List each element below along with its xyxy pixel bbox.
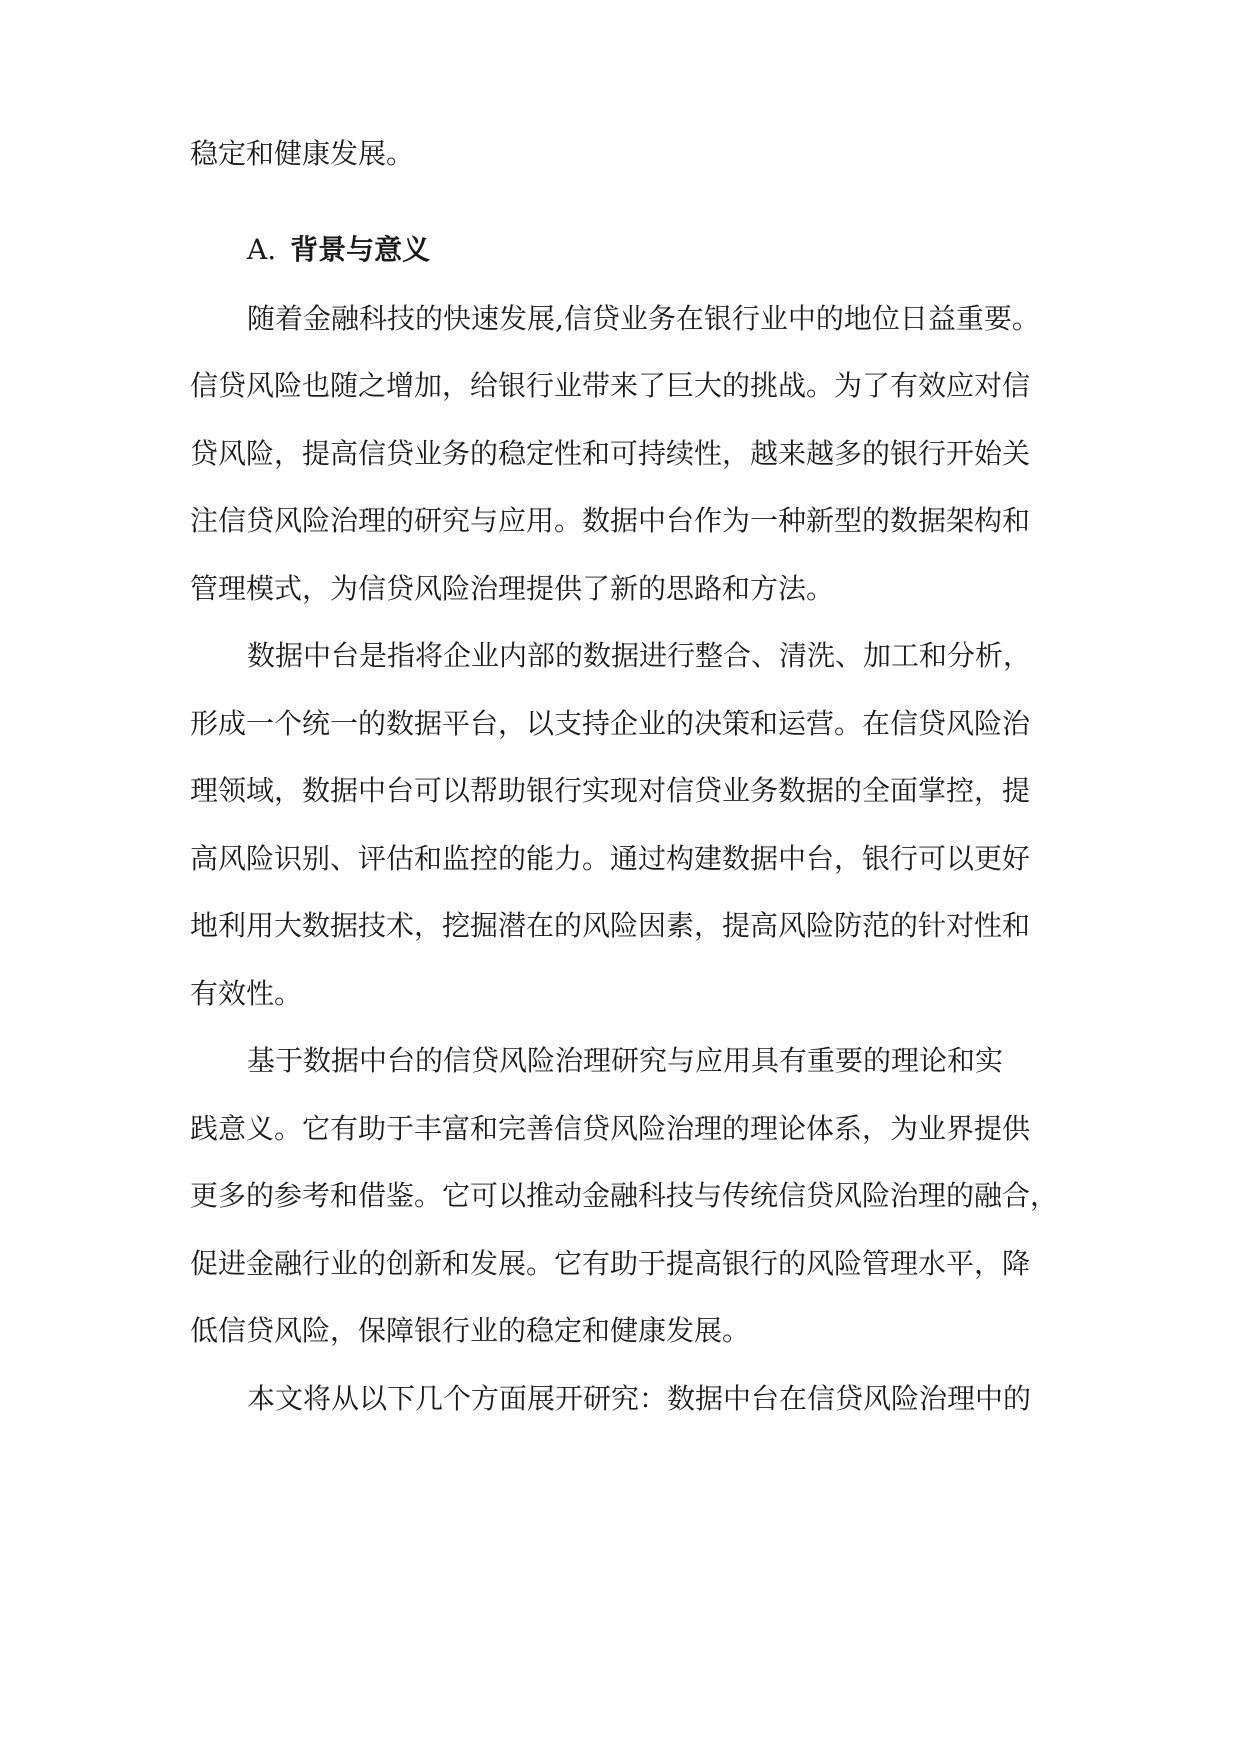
paragraph-1-line-1: 随着金融科技的快速发展,信贷业务在银行业中的地位日益重要。 (247, 302, 1040, 335)
paragraph-3-line-3: 更多的参考和借鉴。它可以推动金融科技与传统信贷风险治理的融合， (190, 1179, 1059, 1212)
paragraph-2-line-5: 地利用大数据技术，挖掘潜在的风险因素，提高风险防范的针对性和 (190, 909, 1031, 942)
paragraph-3-line-5: 低信贷风险，保障银行业的稳定和健康发展。 (190, 1314, 751, 1347)
paragraph-3-line-2: 践意义。它有助于丰富和完善信贷风险治理的理论体系，为业界提供 (190, 1112, 1031, 1145)
paragraph-2-line-6: 有效性。 (190, 977, 303, 1010)
paragraph-1-line-4: 注信贷风险治理的研究与应用。数据中台作为一种新型的数据架构和 (190, 504, 1031, 537)
paragraph-2-line-2: 形成一个统一的数据平台，以支持企业的决策和运营。在信贷风险治 (190, 707, 1031, 740)
section-heading (247, 233, 431, 266)
paragraph-3-line-4: 促进金融行业的创新和发展。它有助于提高银行的风险管理水平，降 (190, 1247, 1031, 1280)
paragraph-2-line-3: 理领域，数据中台可以帮助银行实现对信贷业务数据的全面掌控，提 (190, 774, 1031, 807)
section-title: 背景与意义 (290, 233, 431, 266)
continuation-line: 稳定和健康发展。 (190, 137, 415, 170)
paragraph-1-line-3: 贷风险，提高信贷业务的稳定性和可持续性，越来越多的银行开始关 (190, 437, 1031, 470)
paragraph-1-line-5: 管理模式，为信贷风险治理提供了新的思路和方法。 (190, 572, 835, 605)
paragraph-1-line-2: 信贷风险也随之增加，给银行业带来了巨大的挑战。为了有效应对信 (190, 369, 1031, 402)
paragraph-2-line-4: 高风险识别、评估和监控的能力。通过构建数据中台，银行可以更好 (190, 842, 1031, 875)
section-marker: A. (247, 233, 277, 266)
paragraph-4-line-1: 本文将从以下几个方面展开研究：数据中台在信贷风险治理中的 (247, 1382, 1032, 1415)
paragraph-2-line-1: 数据中台是指将企业内部的数据进行整合、清洗、加工和分析， (247, 639, 1032, 672)
paragraph-3-line-1: 基于数据中台的信贷风险治理研究与应用具有重要的理论和实 (247, 1044, 1004, 1077)
